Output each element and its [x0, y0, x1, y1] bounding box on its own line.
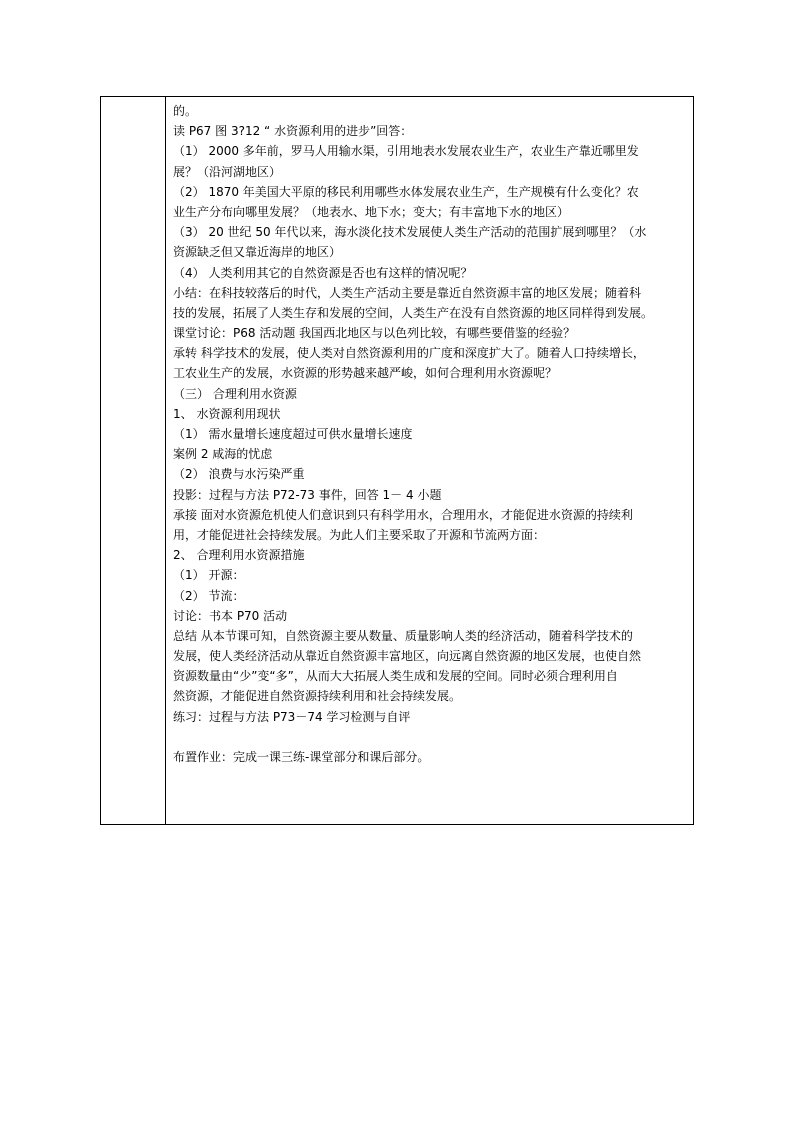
text-line: （4） 人类利用其它的自然资源是否也有这样的情况呢？: [173, 265, 473, 280]
text-line: 讨论：书本 P70 活动: [173, 608, 288, 623]
text-line: 课堂讨论：P68 活动题 我国西北地区与以色列比较，有哪些要借鉴的经验？: [173, 326, 576, 341]
text-line: 然资源，才能促进自然资源持续利用和社会持续发展。: [173, 689, 462, 704]
text-line: 读 P67 图 3?12 “ 水资源利用的进步”回答：: [173, 124, 413, 139]
text-line: 资源缺乏但又靠近海岸的地区）: [173, 245, 342, 260]
text-line: 案例 2 咸海的忧虑: [173, 447, 273, 462]
text-line: 投影：过程与方法 P72-73 事件，回答 1－ 4 小题: [173, 487, 442, 502]
text-line: 1、 水资源利用现状: [173, 406, 281, 421]
text-line: （1） 开源：: [173, 568, 245, 583]
text-line: 的。: [173, 104, 198, 118]
text-line: 发展，使人类经济活动从靠近自然资源丰富地区，向远离自然资源的地区发展，也使自然: [173, 649, 642, 664]
text-line: 用，才能促进社会持续发展。为此人们主要采取了开源和节流两方面：: [173, 527, 546, 542]
text-line: 承转 科学技术的发展，使人类对自然资源利用的广度和深度扩大了。随着人口持续增长，: [173, 346, 645, 361]
text-line: （2） 1870 年美国大平原的移民利用哪些水体发展农业生产，生产规模有什么变化？农: [173, 184, 639, 199]
text-line: （2） 浪费与水污染严重: [173, 467, 305, 482]
text-line: 展？（沿河湖地区）: [173, 164, 282, 179]
lesson-table: [100, 96, 694, 825]
text-line: 工农业生产的发展，水资源的形势越来越严峻，如何合理利用水资源呢？: [173, 366, 558, 381]
text-line: 业生产分布向哪里发展？（地表水、地下水；变大；有丰富地下水的地区）: [173, 204, 570, 219]
text-line: 2、 合理利用水资源措施: [173, 548, 305, 563]
text-line: 练习：过程与方法 P73－74 学习检测与自评: [173, 709, 411, 724]
text-line: 承接 面对水资源危机使人们意识到只有科学用水，合理用水，才能促进水资源的持续利: [173, 507, 633, 522]
text-line: （2） 节流：: [173, 588, 245, 603]
lesson-content-cell: [166, 97, 693, 824]
left-column-cell: [101, 97, 166, 824]
text-line: 技的发展，拓展了人类生存和发展的空间，人类生产在没有自然资源的地区同样得到发展。: [173, 305, 654, 320]
blank-line: [173, 727, 687, 747]
text-line: （1） 需水量增长速度超过可供水量增长速度: [173, 427, 413, 441]
section-heading: （三） 合理利用水资源: [173, 386, 297, 401]
text-line: 小结：在科技较落后的时代，人类生产活动主要是靠近自然资源丰富的地区发展；随着科: [173, 285, 642, 300]
text-line: 资源数量由“少”变“多”，从而大大拓展人类生成和发展的空间。同时必须合理利用自: [173, 669, 618, 684]
homework-line: 布置作业：完成一课三练-课堂部分和课后部分。: [173, 750, 430, 764]
text-line: （1） 2000 多年前，罗马人用输水渠，引用地表水发展农业生产，农业生产靠近哪里发: [173, 144, 639, 159]
text-line: （3） 20 世纪 50 年代以来，海水淡化技术发展使人类生产活动的范围扩展到哪里？（水: [173, 225, 647, 240]
text-line: 总结 从本节课可知，自然资源主要从数量、质量影响人类的经济活动，随着科学技术的: [173, 628, 633, 643]
